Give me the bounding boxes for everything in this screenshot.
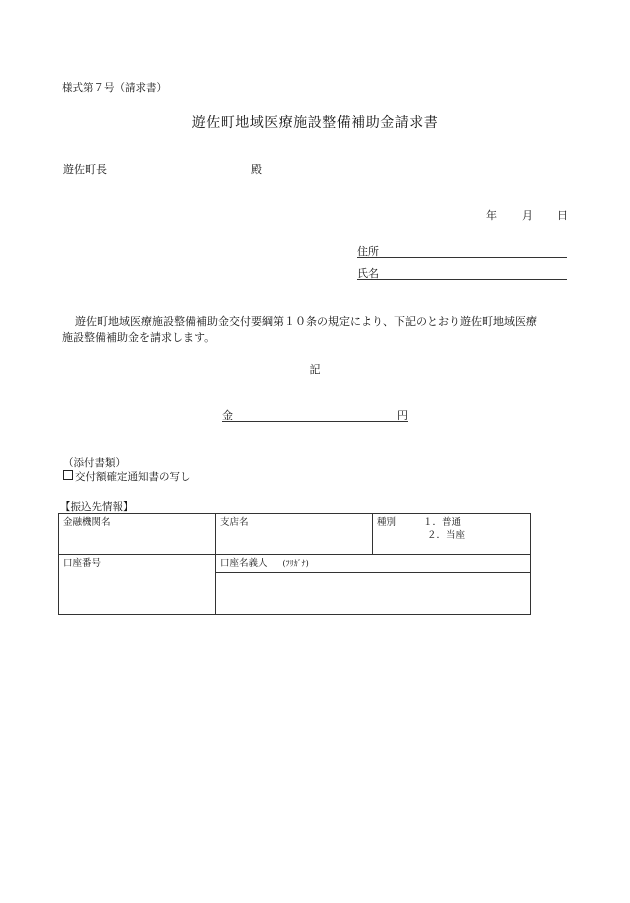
amount-field[interactable]: [222, 407, 408, 422]
attachment-item: [63, 469, 191, 484]
body-text-line1: 遊佐町地域医療施設整備補助金交付要綱第１０条の規定により、下記のとおり遊佐町地域医療: [75, 315, 537, 328]
holder-name-cell[interactable]: [216, 573, 531, 615]
date-year: 年: [486, 209, 497, 222]
holder-kana-cell[interactable]: [216, 555, 531, 573]
bank-name-cell[interactable]: [59, 514, 216, 555]
address-label: 住所: [357, 245, 379, 258]
amount-suffix: 円: [397, 409, 408, 422]
bank-info-table: [58, 513, 531, 615]
bank-name-label: 金融機関名: [63, 517, 111, 528]
amount-prefix: 金: [222, 409, 233, 422]
account-type-cell[interactable]: [373, 514, 531, 555]
account-type-label: 種別: [377, 517, 397, 528]
account-type-option2[interactable]: ２．当座: [427, 530, 466, 541]
addressee-honorific: 殿: [251, 163, 262, 176]
account-type-option1[interactable]: １．普通: [423, 517, 462, 528]
bank-info-heading: 【振込先情報】: [60, 501, 134, 513]
name-field[interactable]: [357, 265, 567, 280]
ki-label: 記: [309, 363, 321, 376]
account-number-cell[interactable]: [59, 555, 216, 615]
form-number: 様式第７号（請求書）: [62, 82, 167, 94]
attachment-checkbox[interactable]: [63, 470, 73, 480]
page-title: 遊佐町地域医療施設整備補助金請求書: [191, 115, 439, 131]
branch-label: 支店名: [220, 517, 249, 528]
holder-kana-label: (ﾌﾘｶﾞﾅ): [282, 559, 309, 568]
name-label: 氏名: [357, 267, 379, 280]
date-month: 月: [522, 209, 533, 222]
account-number-label: 口座番号: [63, 558, 102, 569]
branch-cell[interactable]: [216, 514, 373, 555]
body-text-line2: 施設整備補助金を請求します。: [62, 331, 216, 344]
attachment-label: 交付額確定通知書の写し: [75, 471, 191, 483]
date-day: 日: [557, 209, 568, 222]
addressee-name: 遊佐町長: [63, 163, 107, 176]
holder-label: 口座名義人: [220, 558, 268, 569]
attachments-heading: （添付書類）: [63, 457, 126, 469]
address-field[interactable]: [357, 243, 567, 258]
